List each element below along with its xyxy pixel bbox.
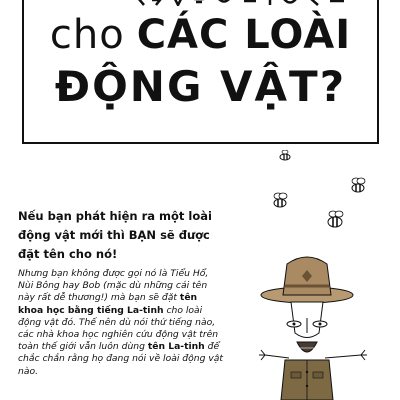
body-text-part1: Nhưng bạn không được gọi nó là Tiểu Hổ, Nùi Bông hay Bob (mặc dù những cái tên này rất dễ thương!) mà bạn sẽ đặt	[18, 268, 209, 304]
cropped-title-fragment	[134, 0, 354, 6]
title-line-1	[24, 12, 377, 58]
intro-heading: Nếu bạn phát hiện ra một loài động vật mới thì BẠN sẽ được đặt tên cho nó!	[18, 209, 212, 261]
body-paragraph	[18, 268, 224, 378]
body-bold-latin-name: tên khoa học bằng tiếng La-tinh	[18, 292, 198, 316]
bee-icon	[328, 211, 343, 227]
ranger-body	[259, 350, 367, 400]
ranger-illustration	[225, 150, 400, 400]
title-line-2: ĐỘNG VẬT?	[54, 62, 347, 111]
bee-icon	[280, 150, 290, 160]
ranger-hat-icon	[261, 257, 353, 303]
title-box	[22, 0, 379, 144]
ranger-head	[287, 302, 327, 352]
body-text-part2: cho loài động vật đó. Thế nên dù nói thứ tiếng nào, các nhà khoa học nghiên cứu động vật trên toàn thế giới vẫn luôn dùng	[18, 304, 219, 353]
body-bold-latin-term: tên La-tinh	[147, 341, 205, 353]
bottom-cropped-text	[104, 393, 164, 400]
title-word-cho: cho	[49, 12, 125, 58]
body-text-part3: để chắc chắn rằng họ đang nói về loài động vật nào.	[18, 341, 224, 377]
bee-icon	[274, 193, 287, 207]
title-words-cac-loai: CÁC LOÀI	[136, 12, 352, 58]
bee-icon	[352, 178, 365, 192]
